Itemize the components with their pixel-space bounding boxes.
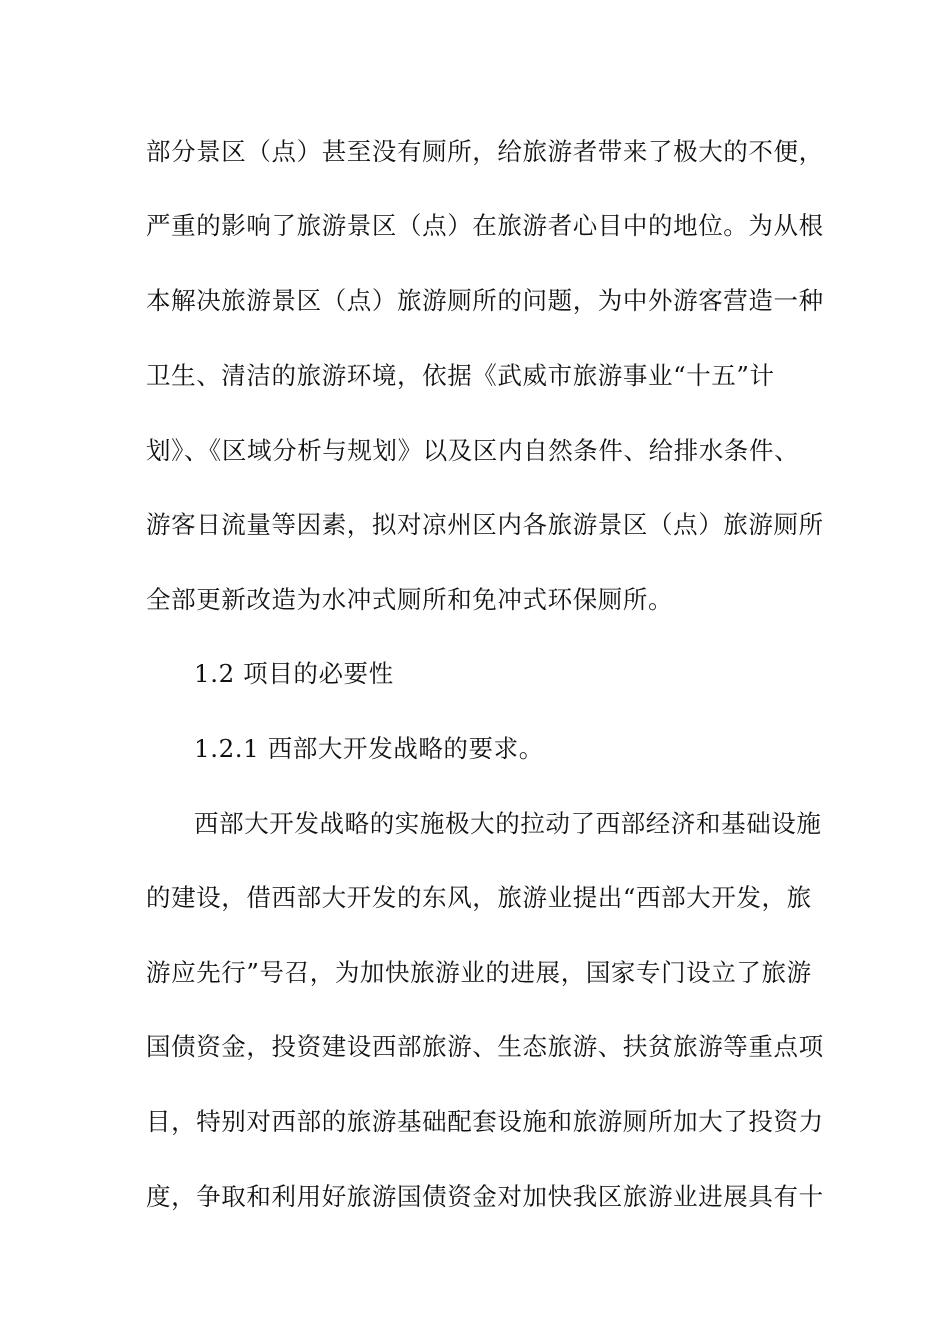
section-heading: 1.2 项目的必要性 [194, 659, 394, 688]
body-text-line: 的建设，借西部大开发的东风，旅游业提出“西部大开发，旅 [146, 883, 812, 912]
body-text-line: 西部大开发战略的实施极大的拉动了西部经济和基础设施 [194, 809, 822, 838]
body-text-line: 游应先行”号召，为加快旅游业的进展，国家专门设立了旅游 [146, 958, 812, 987]
body-text-line: 本解决旅游景区（点）旅游厕所的问题，为中外游客营造一种 [146, 286, 824, 315]
body-text-line: 游客日流量等因素，拟对凉州区内各旅游景区（点）旅游厕所 [146, 510, 824, 539]
body-text-line: 严重的影响了旅游景区（点）在旅游者心目中的地位。为从根 [146, 211, 824, 240]
body-text-line: 划》、《区域分析与规划》以及区内自然条件、给排水条件、 [146, 436, 800, 465]
body-text-line: 全部更新改造为水冲式厕所和免冲式环保厕所。 [146, 585, 674, 614]
body-text-line: 目，特别对西部的旅游基础配套设施和旅游厕所加大了投资力 [146, 1107, 824, 1136]
body-text-line: 卫生、清洁的旅游环境，依据《武威市旅游事业“十五”计 [146, 361, 775, 390]
subsection-heading: 1.2.1 西部大开发战略的要求。 [194, 734, 544, 763]
body-text-line: 度，争取和利用好旅游国债资金对加快我区旅游业进展具有十 [146, 1182, 824, 1211]
body-text-line: 部分景区（点）甚至没有厕所，给旅游者带来了极大的不便， [146, 137, 824, 166]
body-text-line: 国债资金，投资建设西部旅游、生态旅游、扶贫旅游等重点项 [146, 1032, 824, 1061]
